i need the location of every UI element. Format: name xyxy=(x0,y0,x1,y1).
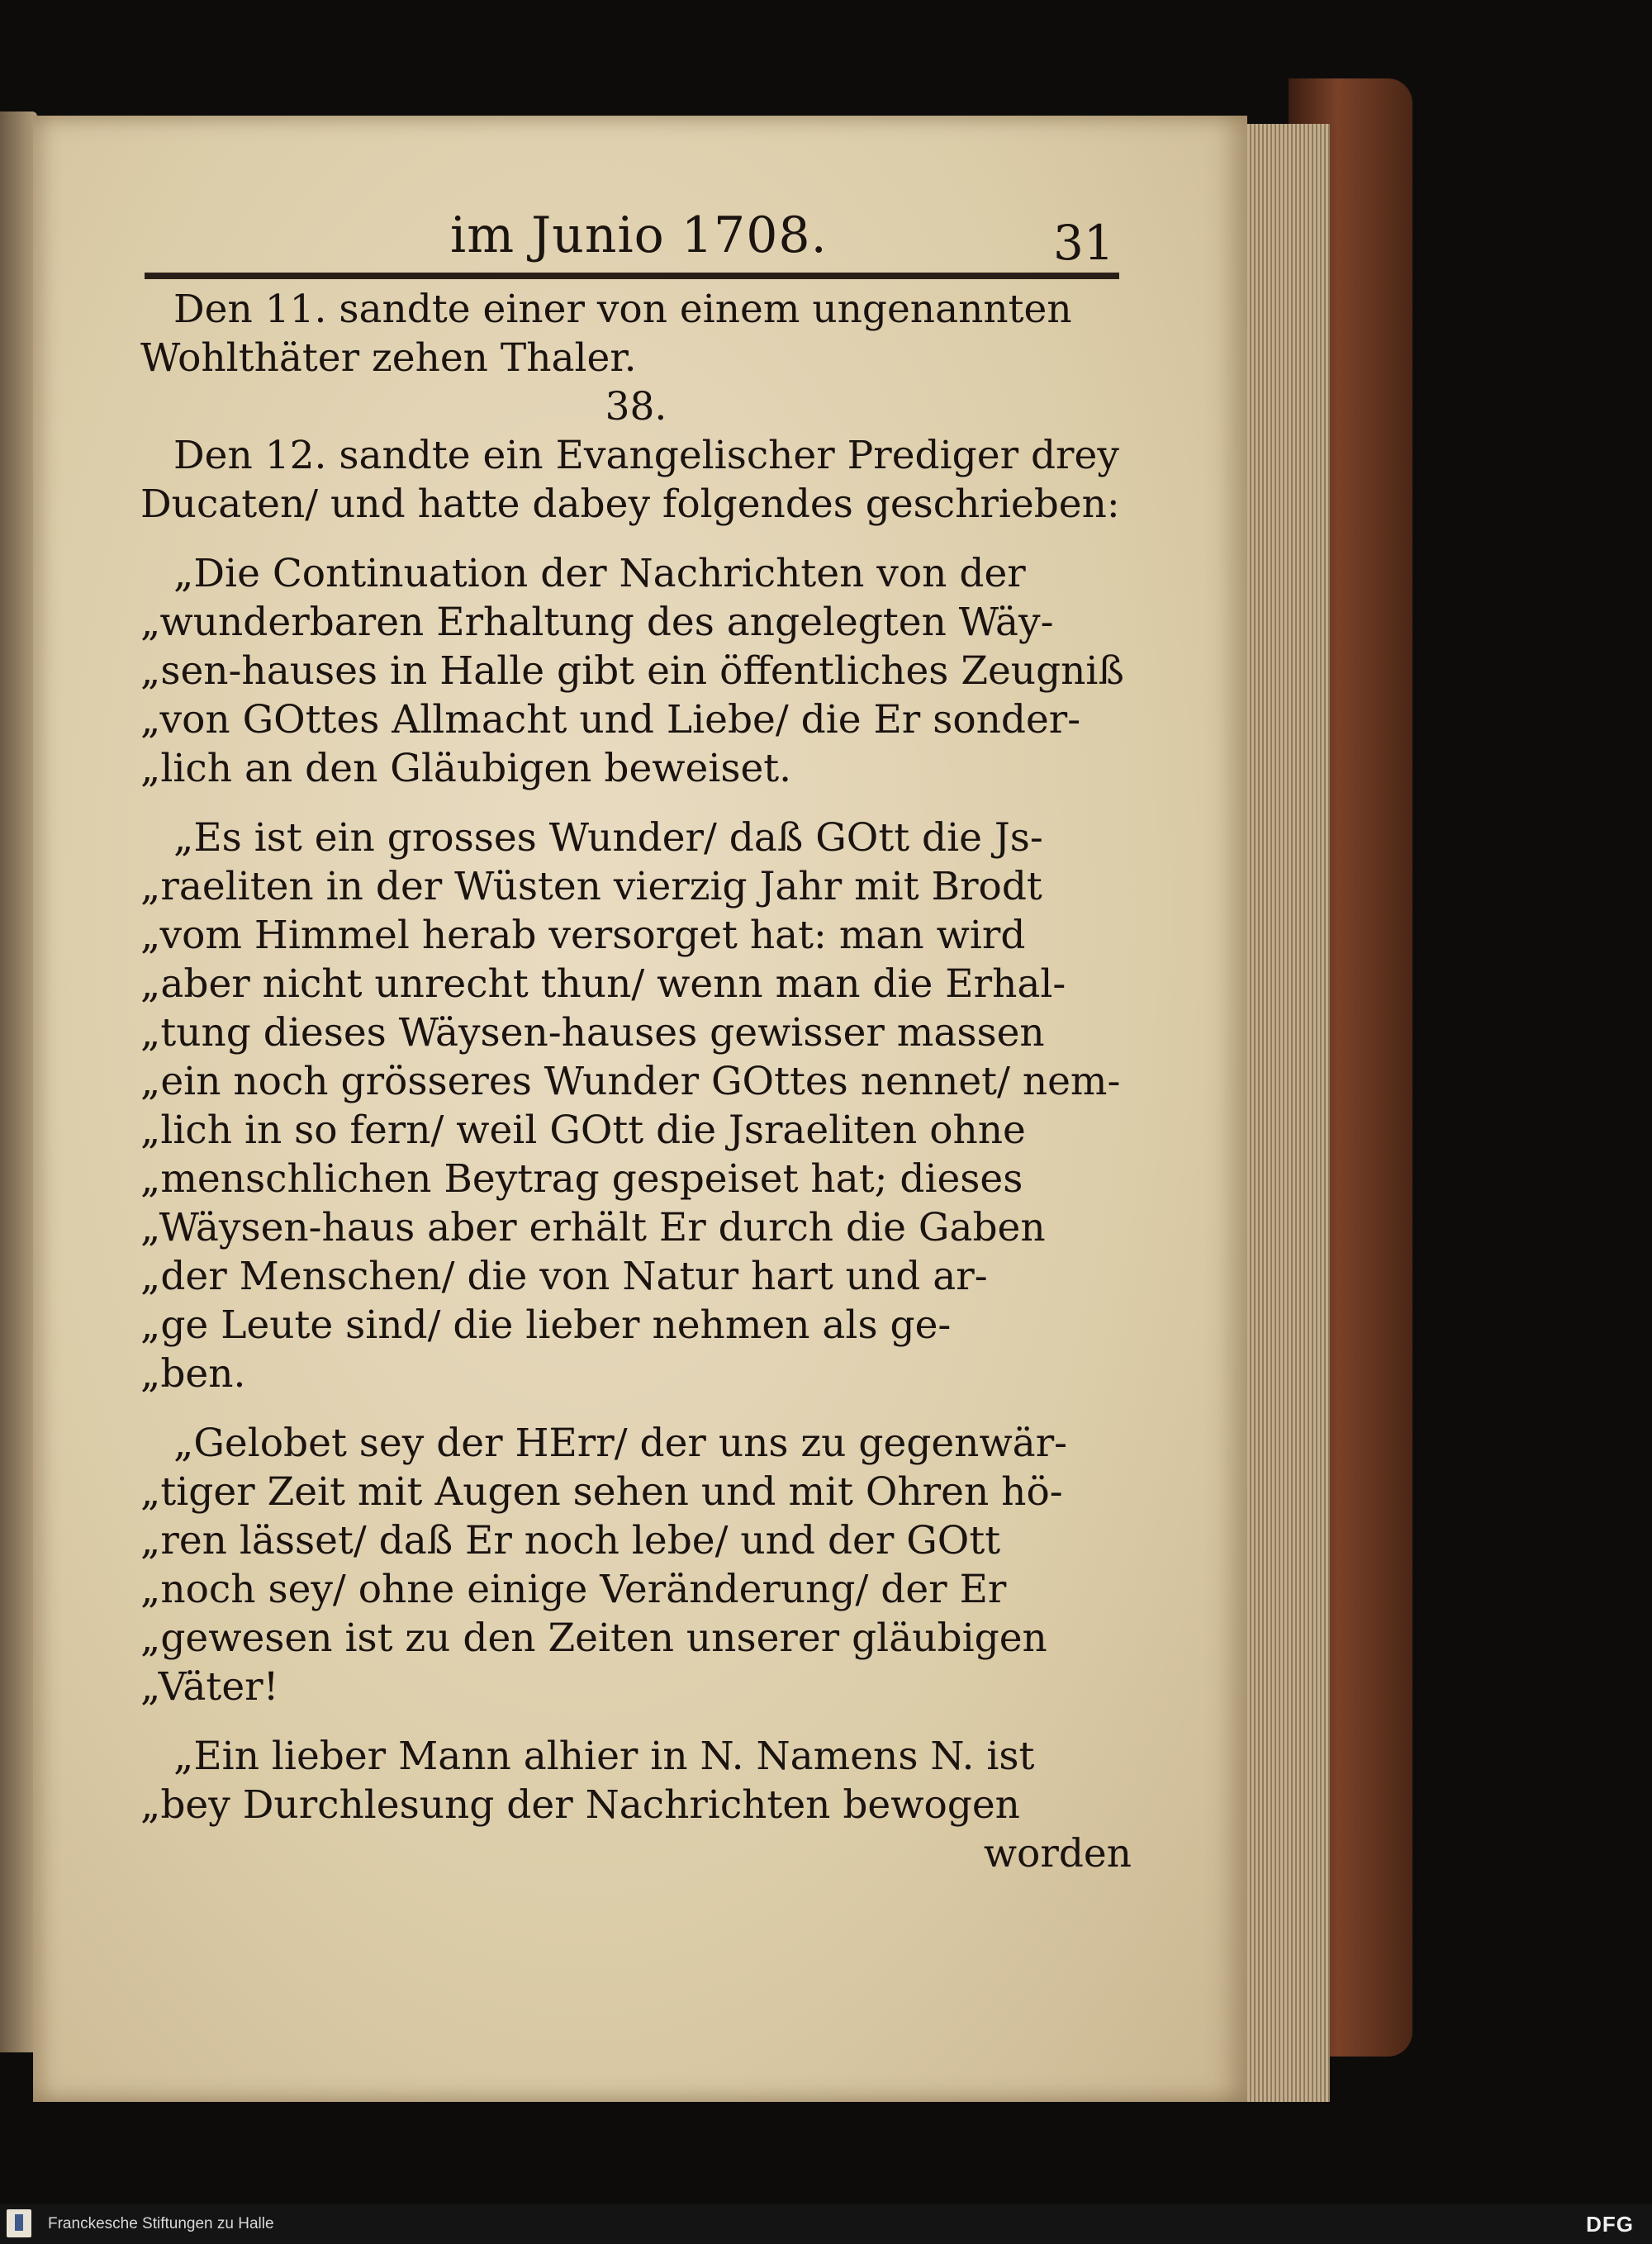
running-title: im Junio 1708. xyxy=(450,206,828,264)
text-line: „aber nicht unrecht thun/ wenn man die Erhal- xyxy=(140,961,1066,1007)
text-line: „lich in so fern/ weil GOtt die Jsraeliten ohne xyxy=(140,1108,1026,1153)
text-line: „Ein lieber Mann alhier in N. Namens N. ist xyxy=(173,1734,1035,1779)
text-line: „ge Leute sind/ die lieber nehmen als ge- xyxy=(140,1302,952,1348)
text-line: „tung dieses Wäysen-hauses gewisser massen xyxy=(140,1010,1045,1056)
page-number: 31 xyxy=(1053,215,1114,271)
text-line: „tiger Zeit mit Augen sehen und mit Ohren hö- xyxy=(140,1469,1063,1515)
text-line: worden xyxy=(983,1831,1132,1876)
text-line: „raeliten in der Wüsten vierzig Jahr mit Brodt xyxy=(140,864,1042,909)
text-line: „vom Himmel herab versorget hat: man wird xyxy=(140,913,1026,958)
text-line: „gewesen ist zu den Zeiten unserer gläubigen xyxy=(140,1615,1047,1661)
institution-name: Franckesche Stiftungen zu Halle xyxy=(48,2215,274,2232)
text-line: Ducaten/ und hatte dabey folgendes geschrieben: xyxy=(140,482,1120,527)
book-page xyxy=(33,116,1247,2102)
text-line: „ein noch grösseres Wunder GOttes nennet/ nem- xyxy=(140,1059,1121,1104)
facing-page-edge xyxy=(0,111,37,2052)
text-line: „wunderbaren Erhaltung des angelegten Wäy- xyxy=(140,600,1054,645)
viewer-footer xyxy=(0,2204,1652,2244)
institution-logo-icon xyxy=(7,2209,31,2237)
text-line: „Wäysen-haus aber erhält Er durch die Gaben xyxy=(140,1205,1046,1250)
text-line: Wohlthäter zehen Thaler. xyxy=(140,335,637,381)
text-line: „ren lässet/ daß Er noch lebe/ und der GOtt xyxy=(140,1518,1001,1563)
text-line: „sen-hauses in Halle gibt ein öffentliches Zeugniß xyxy=(140,648,1124,694)
header-rule xyxy=(145,273,1119,279)
text-line: „Es ist ein grosses Wunder/ daß GOtt die Js- xyxy=(173,815,1043,861)
text-line: Den 11. sandte einer von einem ungenannten xyxy=(173,287,1072,332)
text-line: „von GOttes Allmacht und Liebe/ die Er sonder- xyxy=(140,697,1081,742)
dfg-logo: DFG xyxy=(1586,2212,1634,2237)
text-line: „der Menschen/ die von Natur hart und ar- xyxy=(140,1254,988,1299)
text-line: „Gelobet sey der HErr/ der uns zu gegenwär- xyxy=(173,1421,1068,1466)
text-line: „lich an den Gläubigen beweiset. xyxy=(140,746,792,791)
text-line: „ben. xyxy=(140,1351,246,1397)
text-line: „noch sey/ ohne einige Veränderung/ der Er xyxy=(140,1567,1007,1612)
page-text xyxy=(140,285,1132,1878)
text-line: Den 12. sandte ein Evangelischer Prediger drey xyxy=(173,433,1119,478)
text-line: „Die Continuation der Nachrichten von der xyxy=(173,551,1026,596)
text-line: 38. xyxy=(605,384,667,429)
text-line: „bey Durchlesung der Nachrichten bewogen xyxy=(140,1782,1020,1828)
text-line: „menschlichen Beytrag gespeiset hat; dieses xyxy=(140,1156,1023,1202)
text-line: „Väter! xyxy=(140,1664,279,1710)
